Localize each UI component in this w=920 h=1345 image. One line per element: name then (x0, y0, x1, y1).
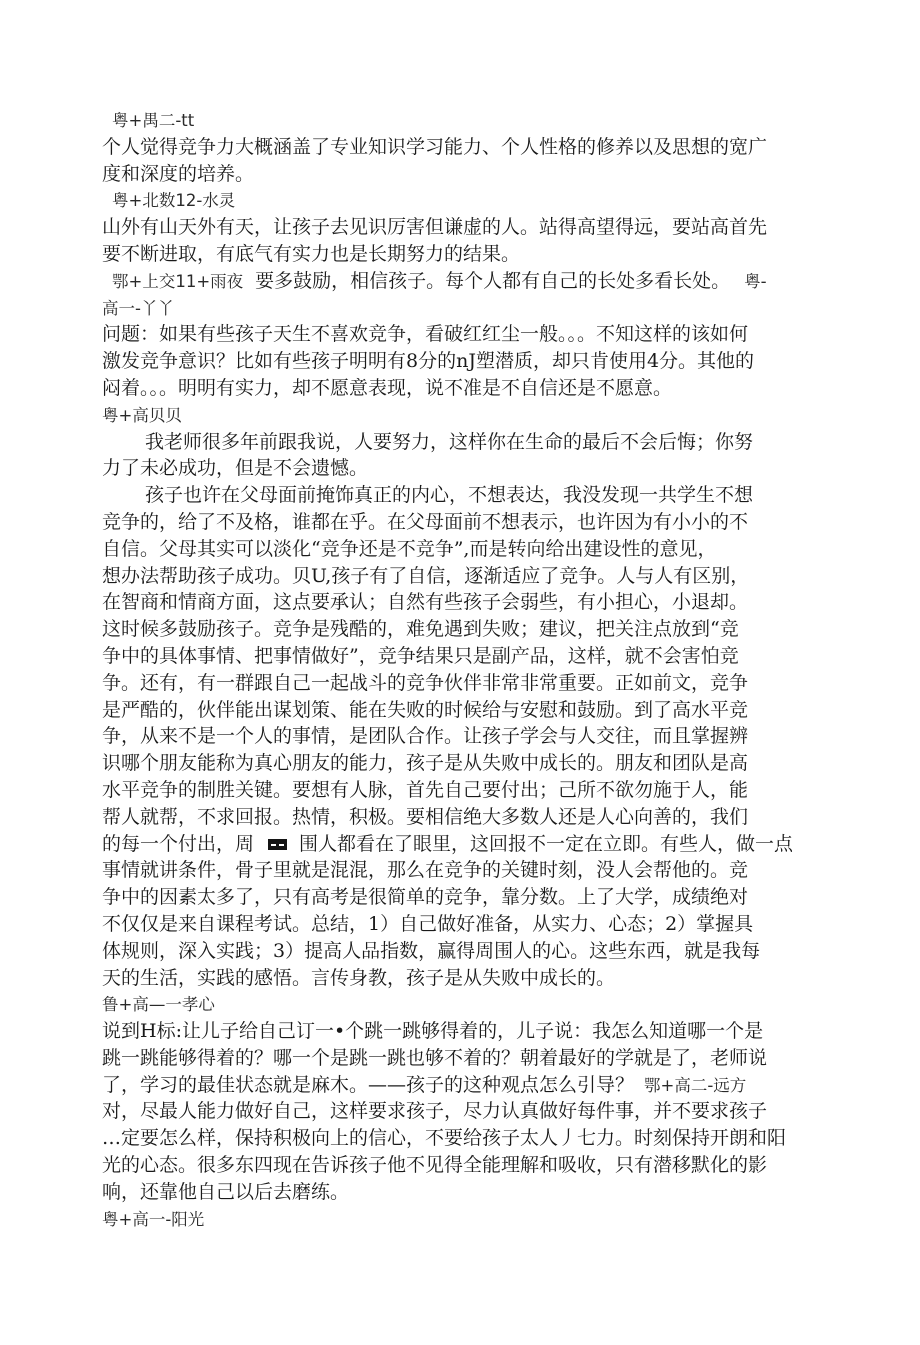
body-line: 问题：如果有些孩子天生不喜欢竞争，看破红红尘一般。。。不知这样的该如何 (102, 323, 749, 346)
body-line: 是严酷的，伙伴能出谋划策、能在失败的时候给与安慰和鼓励。到了高水平竞 (102, 698, 749, 721)
body-line: 光的心态。很多东四现在告诉孩子他不见得全能理解和吸收，只有潜移默化的影 (102, 1154, 768, 1177)
body-text-after: 围人都看在了眼里，这回报不一定在立即。有些人，做一点 (299, 832, 794, 855)
author-line (102, 1206, 920, 1233)
body-line: 争中的具体事情、把事情做好”，竞争结果只是副产品，这样，就不会害怕竞 (102, 644, 739, 667)
body-line: 在智商和情商方面，这点要承认；自然有些孩子会弱些，有小担心，小退却。 (102, 591, 749, 614)
body-line: 想办法帮助孩子成功。贝U,孩子有了自信，逐渐适应了竞争。人与人有区别， (102, 564, 750, 587)
body-line: 识哪个朋友能称为真心朋友的能力，孩子是从失败中成长的。朋友和团队是高 (102, 752, 749, 775)
body-line: 对，尽最人能力做好自己，这样要求孩子，尽力认真做好每件事，并不要求孩子 (102, 1100, 768, 1123)
body-text: 了，学习的最佳状态就是麻木。——孩子的这种观点怎么引导？ (102, 1073, 635, 1096)
author-label: 粤+高贝贝 (102, 405, 182, 425)
body-line: 力了未必成功，但是不会遗憾。 (102, 457, 369, 480)
body-line: 闷着。。。明明有实力，却不愿意表现，说不准是不自信还是不愿意。 (102, 376, 673, 399)
body-line: 帮人就帮，不求回报。热情，积极。要相信绝大多数人还是人心向善的，我们 (102, 805, 749, 828)
body-line: 水平竞争的制胜关键。要想有人脉，首先自己要付出；己所不欲勿施于人，能 (102, 778, 749, 801)
next-author-label: 粤- (744, 271, 767, 291)
author-line (102, 295, 920, 322)
body-text-before: 的每一个付出，周 (102, 832, 255, 855)
body-line: 争。还有，有一群跟自己一起战斗的竞争伙伴非常非常重要。正如前文，竞争 (102, 671, 749, 694)
body-line: …定要怎么样，保持积极向上的信心，不要给孩子太人丿七力。时刻保持开朗和阳 (102, 1127, 787, 1150)
body-line: 要不断进取，有底气有实力也是长期努力的结果。 (102, 242, 521, 265)
body-line: 度和深度的培养。 (102, 162, 255, 185)
body-line-with-artifact (102, 831, 920, 858)
author-label: 粤+高一-阳光 (102, 1209, 205, 1229)
author-label: 鄂+上交11+雨夜 (112, 271, 244, 291)
author-label-continued: 高一-丫丫 (102, 298, 174, 318)
body-line: 竞争的，给了不及格，谁都在乎。在父母面前不想表示，也许因为有小小的不 (102, 510, 749, 533)
body-line: 自信。父母其实可以淡化“竞争还是不竞争”,而是转向给出建设性的意见， (102, 537, 717, 560)
mixed-author-line (102, 1072, 920, 1099)
mixed-author-line (102, 268, 920, 295)
author-line (102, 187, 920, 214)
body-line: 体规则，深入实践；3）提高人品指数，赢得周围人的心。这些东西，就是我每 (102, 939, 761, 962)
author-label: 粤+禺二-tt (112, 111, 195, 130)
next-author-label: 鄂+高二-远方 (644, 1075, 747, 1095)
author-label: 粤+北数12-水灵 (112, 191, 236, 211)
body-line: 争，从来不是一个人的事情，是团队合作。让孩子学会与人交往，而且掌握辨 (102, 725, 749, 748)
body-line: 争中的因素太多了，只有高考是很简单的竞争，靠分数。上了大学，成绩绝对 (102, 886, 749, 909)
author-line (102, 991, 920, 1018)
body-line: 天的生活，实践的感悟。言传身教，孩子是从失败中成长的。 (102, 966, 616, 989)
inline-comment-text: 要多鼓励，相信孩子。每个人都有自己的长处多看长处。 (255, 269, 731, 292)
author-label: 鲁+高—一孝心 (102, 995, 215, 1015)
body-line: 事情就讲条件，骨子里就是混混，那么在竞争的关键时刻，没人会帮他的。竞 (102, 859, 749, 882)
body-line: 说到H标:让儿子给自己订一•个跳一跳够得着的，儿子说：我怎么知道哪一个是 (102, 1020, 764, 1043)
author-line (102, 107, 920, 134)
body-line: 激发竞争意识？比如有些孩子明明有8分的nJ塑潜质，却只肯使用4分。其他的 (102, 350, 755, 373)
body-line: 个人觉得竞争力大概涵盖了专业知识学习能力、个人性格的修养以及思想的宽广 (102, 135, 768, 158)
indented-body-line: 孩子也许在父母面前掩饰真正的内心，不想表达，我没发现一共学生不想 (145, 484, 754, 507)
indented-body-line: 我老师很多年前跟我说，人要努力，这样你在生命的最后不会后悔；你努 (145, 430, 754, 453)
body-line: 这时候多鼓励孩子。竞争是残酷的，难免遇到失败；建议，把关注点放到“竞 (102, 618, 739, 641)
author-line (102, 402, 920, 429)
body-line: 跳一跳能够得着的？哪一个是跳一跳也够不着的？朝着最好的学就是了，老师说 (102, 1046, 768, 1069)
body-line: 响，还靠他自己以后去磨练。 (102, 1180, 350, 1203)
body-line: 不仅仅是来自课程考试。总结，1）自己做好准备，从实力、心态；2）掌握具 (102, 912, 754, 935)
body-line: 山外有山天外有天，让孩子去见识厉害但谦虚的人。站得高望得远，要站高首先 (102, 216, 768, 239)
scan-artifact-icon (268, 839, 287, 850)
